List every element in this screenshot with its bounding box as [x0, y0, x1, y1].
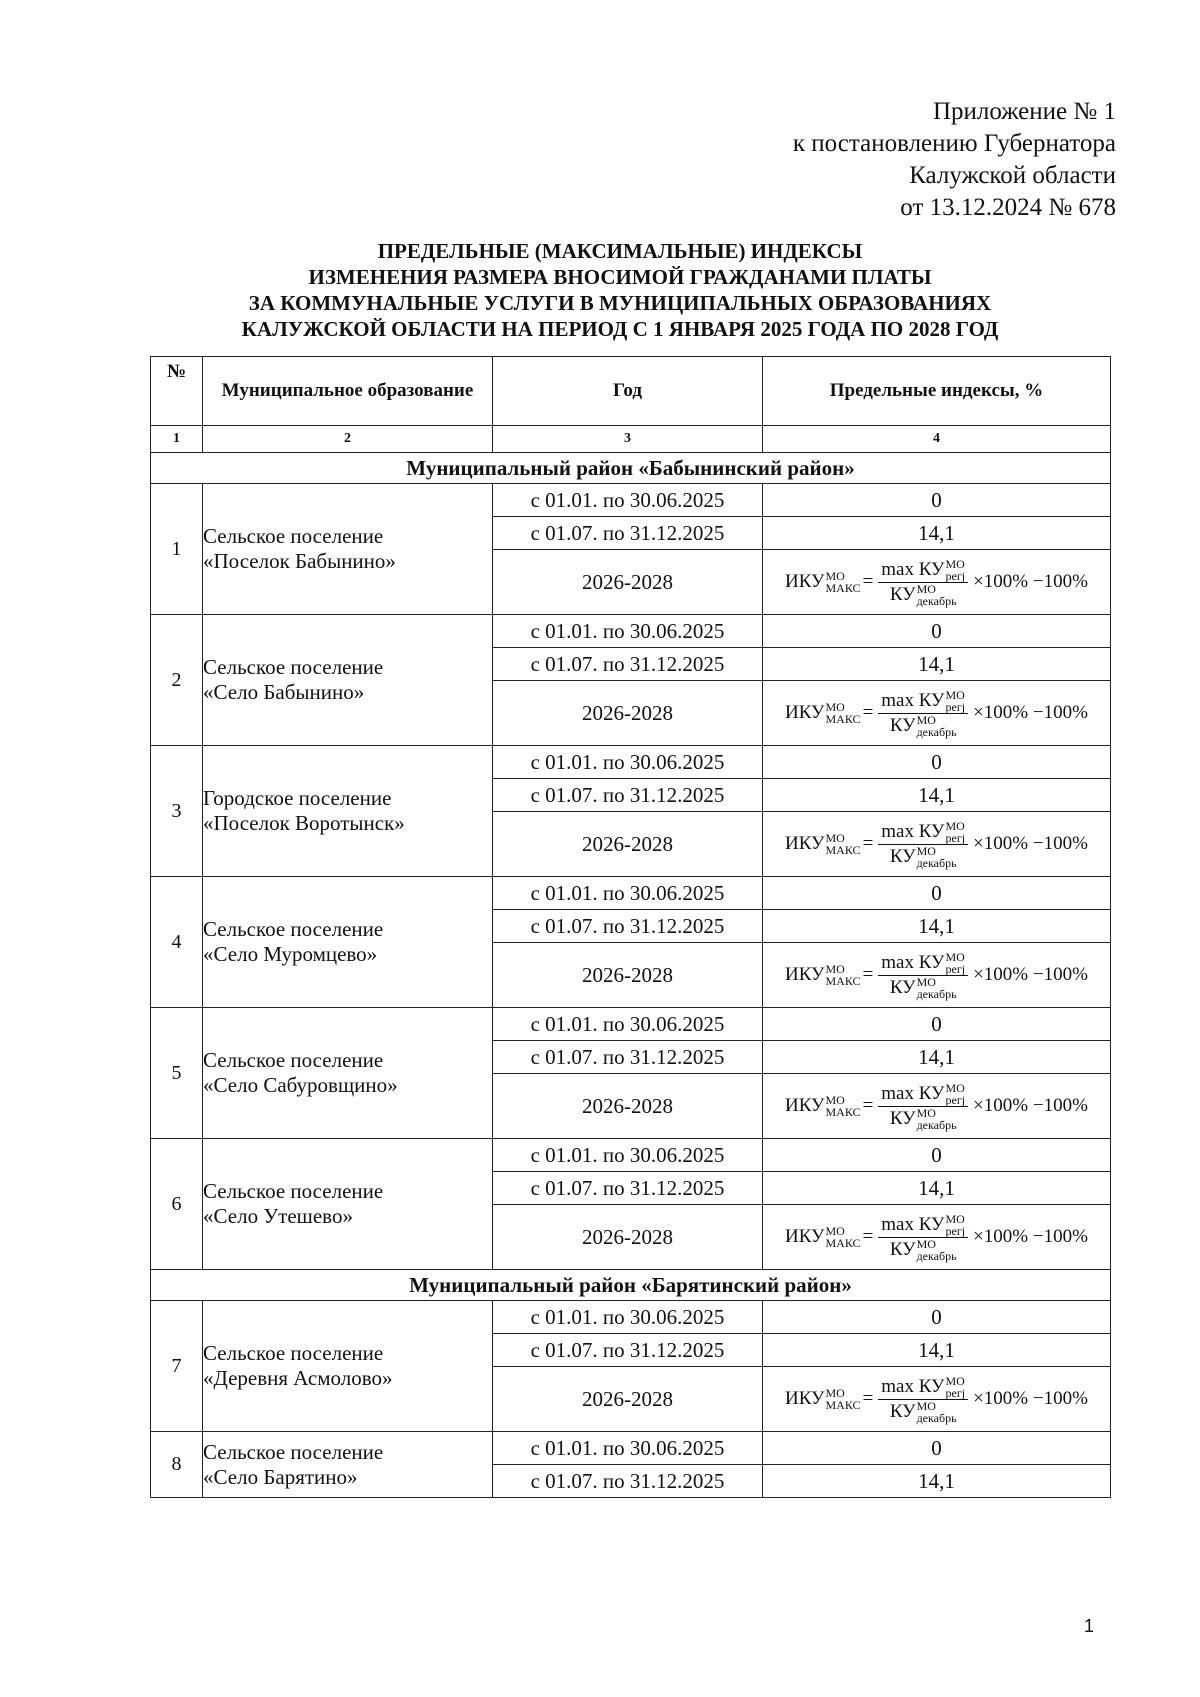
den-subscript: декабрь: [916, 1410, 957, 1425]
row-number: 5: [151, 1008, 203, 1139]
formula-numerator: [878, 1213, 968, 1238]
num-superscript: МО: [945, 687, 965, 702]
formula-numerator: [878, 951, 968, 976]
period-multiyear: 2026-2028: [493, 550, 763, 615]
municipality-name: [203, 877, 493, 1008]
formula-tail: ×100% −100%: [973, 964, 1088, 985]
formula-tail: ×100% −100%: [973, 833, 1088, 854]
period-h1: с 01.01. по 30.06.2025: [493, 1139, 763, 1172]
formula-denominator-symbol: КУ: [889, 714, 916, 736]
formula-denominator: [887, 1107, 960, 1131]
index-formula: [763, 1082, 1110, 1131]
formula-equals: =: [862, 702, 874, 723]
num-subscript: регj: [945, 699, 966, 714]
period-multiyear: 2026-2028: [493, 681, 763, 746]
index-formula: [763, 689, 1110, 738]
formula-denominator: [887, 976, 960, 1000]
lhs-subscript: МАКС: [825, 1105, 861, 1119]
municipality-title: «Поселок Бабынино»: [203, 549, 396, 573]
table-row: [151, 746, 1111, 779]
period-h1: с 01.01. по 30.06.2025: [493, 1432, 763, 1465]
index-formula-cell: [763, 812, 1111, 877]
index-value-h2: 14,1: [763, 1041, 1111, 1074]
period-h2: с 01.07. по 31.12.2025: [493, 1465, 763, 1498]
title-line-3: ЗА КОММУНАЛЬНЫЕ УСЛУГИ В МУНИЦИПАЛЬНЫХ ОБРАЗОВАНИЯХ: [248, 291, 992, 315]
table-body: [151, 453, 1111, 1498]
municipality-name: [203, 746, 493, 877]
den-subscript: декабрь: [916, 593, 957, 608]
lhs-subscript: МАКС: [825, 974, 861, 988]
section-title: Муниципальный район «Бабынинский район»: [151, 453, 1111, 484]
num-superscript: МО: [945, 1373, 965, 1388]
formula-equals: =: [862, 1095, 874, 1116]
formula-denominator-symbol: КУ: [889, 1400, 916, 1422]
den-subscript: декабрь: [916, 1117, 957, 1132]
period-multiyear: 2026-2028: [493, 1367, 763, 1432]
index-formula-cell: [763, 1205, 1111, 1270]
formula-equals: =: [862, 1226, 874, 1247]
lhs-subscript: МАКС: [825, 1236, 861, 1250]
den-superscript: МО: [916, 974, 936, 989]
formula-denominator: [887, 1400, 960, 1424]
header-no: №: [151, 357, 203, 426]
title-line-1: ПРЕДЕЛЬНЫЕ (МАКСИМАЛЬНЫЕ) ИНДЕКСЫ: [377, 239, 863, 263]
den-subscript: декабрь: [916, 855, 957, 870]
num-indices: [946, 1213, 966, 1237]
column-number-row: [151, 426, 1111, 453]
formula-numerator-symbol: max КУ: [881, 558, 945, 580]
index-formula: [763, 1375, 1110, 1424]
period-multiyear: 2026-2028: [493, 1074, 763, 1139]
formula-lhs-symbol: ИКУ: [785, 702, 825, 723]
num-subscript: регj: [945, 1385, 966, 1400]
den-indices: [917, 1107, 957, 1131]
lhs-superscript: МО: [825, 569, 845, 583]
formula-fraction: [878, 820, 968, 869]
lhs-superscript: МО: [825, 1224, 845, 1238]
indices-table: [150, 356, 1111, 1498]
row-number: 8: [151, 1432, 203, 1498]
lhs-indices: [826, 570, 861, 594]
formula-numerator: [878, 1375, 968, 1400]
appendix-line-1: Приложение № 1: [932, 98, 1116, 125]
title-line-2: ИЗМЕНЕНИЯ РАЗМЕРА ВНОСИМОЙ ГРАЖДАНАМИ ПЛАТЫ: [308, 265, 932, 289]
period-multiyear: 2026-2028: [493, 812, 763, 877]
formula-numerator-symbol: max КУ: [881, 1213, 945, 1235]
period-h1: с 01.01. по 30.06.2025: [493, 1301, 763, 1334]
municipality-name: [203, 1301, 493, 1432]
municipality-name: [203, 1008, 493, 1139]
index-formula: [763, 558, 1110, 607]
num-indices: [946, 689, 966, 713]
formula-lhs: [785, 1225, 861, 1249]
table-header-row: [151, 357, 1111, 426]
formula-lhs-symbol: ИКУ: [785, 1226, 825, 1247]
den-indices: [917, 714, 957, 738]
table-row: [151, 1139, 1111, 1172]
header-index: Предельные индексы, %: [763, 357, 1111, 426]
period-h2: с 01.07. по 31.12.2025: [493, 1172, 763, 1205]
row-number: 3: [151, 746, 203, 877]
den-indices: [917, 1238, 957, 1262]
lhs-subscript: МАКС: [825, 843, 861, 857]
index-value-h2: 14,1: [763, 517, 1111, 550]
formula-tail: ×100% −100%: [973, 1226, 1088, 1247]
formula-lhs: [785, 570, 861, 594]
num-indices: [946, 558, 966, 582]
formula-numerator-symbol: max КУ: [881, 951, 945, 973]
municipality-title: «Село Барятино»: [203, 1464, 358, 1489]
col-number-2: 2: [203, 426, 493, 453]
formula-denominator-symbol: КУ: [889, 1238, 916, 1260]
municipality-title: «Село Сабуровщино»: [203, 1073, 398, 1097]
den-indices: [917, 976, 957, 1000]
formula-denominator-symbol: КУ: [889, 845, 916, 867]
period-h1: с 01.01. по 30.06.2025: [493, 877, 763, 910]
period-h1: с 01.01. по 30.06.2025: [493, 746, 763, 779]
num-superscript: МО: [945, 949, 965, 964]
index-formula: [763, 1213, 1110, 1262]
index-value-h1: 0: [763, 1301, 1111, 1334]
formula-lhs: [785, 701, 861, 725]
lhs-superscript: МО: [825, 1386, 845, 1400]
municipality-title: «Село Бабынино»: [203, 680, 365, 704]
den-subscript: декабрь: [916, 1248, 957, 1263]
num-subscript: регj: [945, 568, 966, 583]
formula-lhs-symbol: ИКУ: [785, 964, 825, 985]
den-subscript: декабрь: [916, 986, 957, 1001]
formula-numerator-symbol: max КУ: [881, 820, 945, 842]
header-municipality: Муниципальное образование: [203, 357, 493, 426]
municipality-type: Сельское поселение: [203, 1179, 384, 1203]
index-value-h1: 0: [763, 746, 1111, 779]
formula-tail: ×100% −100%: [973, 1095, 1088, 1116]
formula-numerator-symbol: max КУ: [881, 1082, 945, 1104]
num-superscript: МО: [945, 1080, 965, 1095]
num-subscript: регj: [945, 961, 966, 976]
index-value-h1: 0: [763, 1008, 1111, 1041]
index-value-h2: 14,1: [763, 1334, 1111, 1367]
den-superscript: МО: [916, 1398, 936, 1413]
index-formula: [763, 951, 1110, 1000]
formula-numerator-symbol: max КУ: [881, 1375, 945, 1397]
num-indices: [946, 951, 966, 975]
num-superscript: МО: [945, 818, 965, 833]
formula-fraction: [878, 1082, 968, 1131]
index-value-h1: 0: [763, 1139, 1111, 1172]
lhs-indices: [826, 1387, 861, 1411]
den-subscript: декабрь: [916, 724, 957, 739]
municipality-type: Сельское поселение: [203, 655, 384, 679]
col-number-4: 4: [763, 426, 1111, 453]
formula-tail: ×100% −100%: [973, 571, 1088, 592]
index-value-h1: 0: [763, 484, 1111, 517]
index-value-h2: 14,1: [763, 1172, 1111, 1205]
title-line-4: КАЛУЖСКОЙ ОБЛАСТИ НА ПЕРИОД С 1 ЯНВАРЯ 2025 ГОДА ПО 2028 ГОД: [241, 317, 999, 341]
formula-tail: ×100% −100%: [973, 1388, 1088, 1409]
lhs-indices: [826, 963, 861, 987]
municipality-name: [203, 1432, 493, 1498]
municipality-type: Сельское поселение: [203, 917, 384, 941]
municipality-type: Сельское поселение: [203, 1048, 384, 1072]
page-number: 1: [1083, 1616, 1094, 1636]
table-row: [151, 484, 1111, 517]
formula-lhs: [785, 1094, 861, 1118]
formula-denominator-symbol: КУ: [889, 976, 916, 998]
formula-lhs-symbol: ИКУ: [785, 833, 825, 854]
municipality-type: Сельское поселение: [203, 524, 384, 548]
municipality-title: «Село Утешево»: [203, 1204, 353, 1228]
period-h1: с 01.01. по 30.06.2025: [493, 1008, 763, 1041]
den-superscript: МО: [916, 712, 936, 727]
lhs-indices: [826, 832, 861, 856]
num-indices: [946, 1375, 966, 1399]
municipality-type: Сельское поселение: [203, 1341, 384, 1365]
appendix-line-4: от 13.12.2024 № 678: [900, 194, 1116, 221]
table-row: [151, 1008, 1111, 1041]
formula-lhs: [785, 963, 861, 987]
formula-fraction: [878, 951, 968, 1000]
col-number-1: 1: [151, 426, 203, 453]
formula-tail: ×100% −100%: [973, 702, 1088, 723]
municipality-name: [203, 484, 493, 615]
table-row: [151, 1432, 1111, 1465]
section-title: Муниципальный район «Барятинский район»: [151, 1270, 1111, 1301]
lhs-indices: [826, 701, 861, 725]
index-value-h1: 0: [763, 615, 1111, 648]
period-h2: с 01.07. по 31.12.2025: [493, 517, 763, 550]
section-row: [151, 453, 1111, 484]
period-multiyear: 2026-2028: [493, 943, 763, 1008]
lhs-indices: [826, 1225, 861, 1249]
den-indices: [917, 1400, 957, 1424]
period-h2: с 01.07. по 31.12.2025: [493, 779, 763, 812]
den-indices: [917, 845, 957, 869]
num-superscript: МО: [945, 556, 965, 571]
formula-denominator-symbol: КУ: [889, 1107, 916, 1129]
index-value-h2: 14,1: [763, 779, 1111, 812]
index-formula-cell: [763, 1074, 1111, 1139]
den-superscript: МО: [916, 581, 936, 596]
document-title: [200, 238, 1040, 342]
formula-fraction: [878, 689, 968, 738]
municipality-title: «Поселок Воротынск»: [203, 811, 405, 835]
index-value-h2: 14,1: [763, 910, 1111, 943]
lhs-superscript: МО: [825, 962, 845, 976]
row-number: 2: [151, 615, 203, 746]
formula-denominator: [887, 583, 960, 607]
index-value-h1: 0: [763, 877, 1111, 910]
index-formula-cell: [763, 681, 1111, 746]
formula-denominator: [887, 1238, 960, 1262]
header-year: Год: [493, 357, 763, 426]
municipality-title: «Деревня Асмолово»: [203, 1366, 393, 1390]
formula-numerator: [878, 1082, 968, 1107]
den-superscript: МО: [916, 843, 936, 858]
lhs-subscript: МАКС: [825, 581, 861, 595]
num-subscript: регj: [945, 1223, 966, 1238]
row-number: 6: [151, 1139, 203, 1270]
index-value-h2: 14,1: [763, 648, 1111, 681]
row-number: 4: [151, 877, 203, 1008]
index-value-h1: 0: [763, 1432, 1111, 1465]
lhs-superscript: МО: [825, 1093, 845, 1107]
num-subscript: регj: [945, 830, 966, 845]
formula-equals: =: [862, 1388, 874, 1409]
formula-numerator: [878, 558, 968, 583]
den-superscript: МО: [916, 1236, 936, 1251]
table-row: [151, 615, 1111, 648]
municipality-name: [203, 1139, 493, 1270]
period-h2: с 01.07. по 31.12.2025: [493, 1041, 763, 1074]
formula-denominator: [887, 845, 960, 869]
formula-numerator-symbol: max КУ: [881, 689, 945, 711]
municipality-type: Сельское поселение: [203, 1439, 384, 1464]
lhs-subscript: МАКС: [825, 1398, 861, 1412]
formula-lhs-symbol: ИКУ: [785, 1388, 825, 1409]
municipality-name: [203, 615, 493, 746]
row-number: 7: [151, 1301, 203, 1432]
formula-lhs-symbol: ИКУ: [785, 571, 825, 592]
lhs-subscript: МАКС: [825, 712, 861, 726]
num-superscript: МО: [945, 1211, 965, 1226]
col-number-3: 3: [493, 426, 763, 453]
index-formula-cell: [763, 1367, 1111, 1432]
period-h2: с 01.07. по 31.12.2025: [493, 648, 763, 681]
period-h1: с 01.01. по 30.06.2025: [493, 484, 763, 517]
index-value-h2: 14,1: [763, 1465, 1111, 1498]
num-indices: [946, 820, 966, 844]
period-multiyear: 2026-2028: [493, 1205, 763, 1270]
formula-equals: =: [862, 964, 874, 985]
lhs-indices: [826, 1094, 861, 1118]
lhs-superscript: МО: [825, 831, 845, 845]
period-h2: с 01.07. по 31.12.2025: [493, 1334, 763, 1367]
formula-equals: =: [862, 571, 874, 592]
formula-lhs: [785, 1387, 861, 1411]
lhs-superscript: МО: [825, 700, 845, 714]
formula-numerator: [878, 820, 968, 845]
table-row: [151, 1301, 1111, 1334]
formula-fraction: [878, 1213, 968, 1262]
formula-equals: =: [862, 833, 874, 854]
period-h1: с 01.01. по 30.06.2025: [493, 615, 763, 648]
appendix-line-3: Калужской области: [909, 162, 1116, 189]
den-indices: [917, 583, 957, 607]
row-number: 1: [151, 484, 203, 615]
municipality-title: «Село Муромцево»: [203, 942, 378, 966]
formula-lhs: [785, 832, 861, 856]
index-formula-cell: [763, 943, 1111, 1008]
formula-lhs-symbol: ИКУ: [785, 1095, 825, 1116]
index-formula: [763, 820, 1110, 869]
num-indices: [946, 1082, 966, 1106]
formula-fraction: [878, 558, 968, 607]
appendix-line-2: к постановлению Губернатора: [792, 130, 1116, 157]
formula-denominator-symbol: КУ: [889, 583, 916, 605]
municipality-type: Городское поселение: [203, 786, 392, 810]
formula-denominator: [887, 714, 960, 738]
index-formula-cell: [763, 550, 1111, 615]
den-superscript: МО: [916, 1105, 936, 1120]
formula-fraction: [878, 1375, 968, 1424]
formula-numerator: [878, 689, 968, 714]
section-row: [151, 1270, 1111, 1301]
num-subscript: регj: [945, 1092, 966, 1107]
table-row: [151, 877, 1111, 910]
period-h2: с 01.07. по 31.12.2025: [493, 910, 763, 943]
appendix-header: [793, 96, 1116, 224]
